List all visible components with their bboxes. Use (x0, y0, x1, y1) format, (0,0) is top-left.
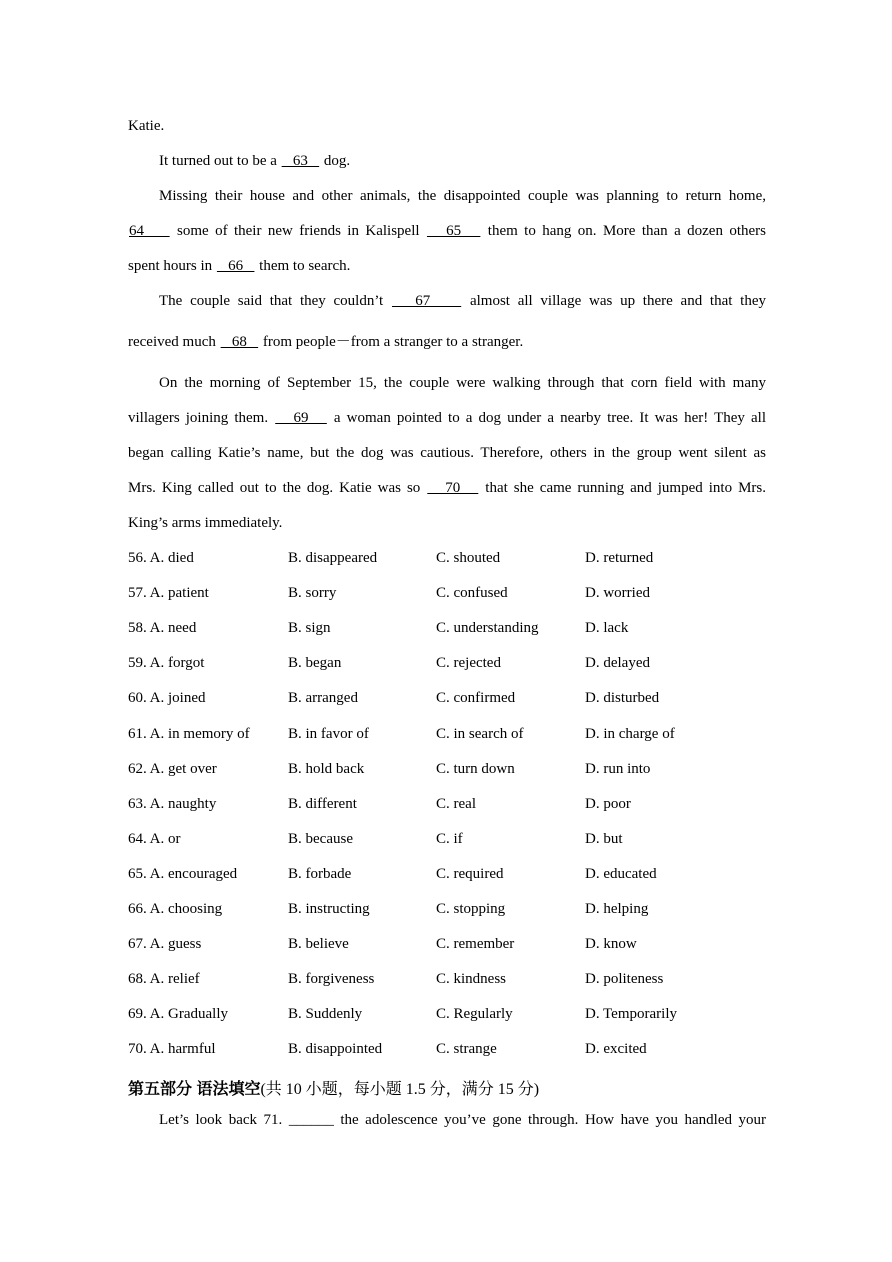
blank-70: 70 (427, 480, 479, 496)
option-row (128, 794, 768, 814)
option-item: C. real (436, 795, 476, 812)
option-item: B. Suddenly (288, 1006, 363, 1023)
passage-text: that she came running and jumped into Mrs. (479, 480, 766, 496)
blank-65: 65 (426, 223, 481, 239)
option-item: D. in charge of (585, 725, 675, 742)
option-item: D. delayed (585, 655, 650, 672)
option-item: C. understanding (436, 620, 539, 637)
option-item: D. politeness (585, 971, 664, 988)
passage-text: them to hang on. More than a dozen others (481, 223, 767, 239)
option-row (128, 583, 768, 603)
option-item: C. rejected (436, 655, 501, 672)
option-row (128, 1004, 768, 1024)
passage-line: Let’s look back 71. ______ the adolescence you’ve gone through. How have you handled your (159, 1112, 766, 1128)
option-item: D. returned (585, 550, 654, 566)
option-item: D. lack (585, 620, 629, 637)
passage-text: villagers joining them. (128, 410, 275, 426)
option-row (128, 934, 768, 954)
option-item: 65. A. encouraged (128, 865, 238, 882)
option-item: C. kindness (436, 971, 507, 988)
option-item: 68. A. relief (128, 971, 200, 988)
passage-text: Mrs. King called out to the dog. Katie was so (128, 480, 427, 496)
passage-line (128, 332, 766, 352)
option-row (128, 899, 768, 919)
option-row (128, 688, 768, 708)
option-item: C. confirmed (436, 690, 516, 707)
option-item: C. if (436, 830, 463, 847)
passage-line: began calling Katie’s name, but the dog was cautious. Therefore, others in the group went silent as (128, 445, 766, 461)
option-item: B. believe (288, 936, 349, 953)
passage-text: some of their new friends in Kalispell (170, 223, 426, 239)
option-item: C. confused (436, 585, 508, 602)
option-row (128, 759, 768, 779)
blank-69: 69 (275, 410, 327, 426)
option-row (128, 829, 768, 849)
option-item: C. Regularly (436, 1006, 513, 1023)
passage-line (128, 408, 766, 428)
passage-line: King’s arms immediately. (128, 515, 283, 531)
passage-text: almost all village was up there and that they (462, 293, 766, 309)
option-row (128, 1039, 768, 1059)
option-item: B. instructing (288, 901, 370, 917)
option-item: 70. A. harmful (128, 1041, 216, 1058)
option-item: B. in favor of (288, 725, 369, 742)
option-item: 63. A. naughty (128, 795, 217, 812)
passage-text: It turned out to be a (159, 153, 281, 169)
option-item: B. disappeared (288, 550, 378, 566)
option-item: 69. A. Gradually (128, 1006, 228, 1023)
option-row (128, 653, 768, 673)
option-item: B. because (288, 830, 353, 847)
option-item: D. excited (585, 1041, 647, 1058)
section-title: 第五部分 语法填空 (128, 1081, 261, 1098)
blank-63: 63 (281, 153, 320, 169)
passage-line (128, 221, 766, 241)
option-row (128, 618, 768, 638)
option-item: B. hold back (288, 760, 365, 777)
passage-text: from people－from a stranger to a stranger. (259, 334, 524, 350)
option-item: D. but (585, 830, 623, 847)
passage-line (128, 478, 766, 498)
option-item: C. in search of (436, 725, 524, 742)
passage-line (128, 256, 766, 276)
option-item: D. know (585, 936, 637, 953)
option-row (128, 864, 768, 884)
passage-text: dog. (320, 153, 351, 169)
blank-66: 66 (216, 258, 255, 274)
option-item: D. run into (585, 760, 651, 777)
passage-text: them to search. (255, 258, 351, 274)
option-item: 58. A. need (128, 620, 197, 637)
option-item: D. disturbed (585, 690, 660, 707)
option-item: 67. A. guess (128, 936, 202, 953)
option-item: D. educated (585, 865, 657, 882)
option-item: 62. A. get over (128, 760, 217, 777)
option-item: B. forgiveness (288, 971, 375, 988)
option-item: D. worried (585, 585, 650, 602)
option-item: C. shouted (436, 550, 501, 566)
blank-64: 64 (129, 223, 170, 239)
option-row (128, 548, 768, 568)
option-item: B. sorry (288, 585, 337, 602)
option-item: C. required (436, 865, 504, 882)
passage-text: The couple said that they couldn’t (159, 293, 391, 309)
option-item: B. sign (288, 620, 331, 637)
option-item: B. disappointed (288, 1041, 383, 1058)
option-item: 57. A. patient (128, 585, 209, 602)
passage-line (159, 151, 766, 171)
option-item: C. stopping (436, 901, 506, 917)
blank-68: 68 (220, 334, 259, 350)
option-item: 56. A. died (128, 550, 194, 566)
passage-text: a woman pointed to a dog under a nearby tree. It was her! They all (327, 410, 766, 426)
option-item: 59. A. forgot (128, 655, 205, 672)
option-item: C. strange (436, 1041, 497, 1058)
option-item: D. Temporarily (585, 1006, 677, 1023)
option-item: D. helping (585, 901, 649, 917)
passage-line: Missing their house and other animals, the disappointed couple was planning to return home, (159, 188, 766, 204)
option-item: B. forbade (288, 865, 352, 882)
passage-line (159, 291, 766, 311)
passage-line: On the morning of September 15, the couple were walking through that corn field with many (159, 375, 766, 391)
option-item: D. poor (585, 795, 631, 812)
option-item: 66. A. choosing (128, 901, 223, 917)
option-row (128, 969, 768, 989)
option-item: C. remember (436, 936, 515, 953)
passage-text: received much (128, 334, 220, 350)
option-item: 64. A. or (128, 830, 181, 847)
section-scoring: (共 10 小题，每小题 1.5 分，满分 15 分) (260, 1081, 540, 1098)
option-item: 61. A. in memory of (128, 725, 250, 742)
option-item: B. different (288, 795, 357, 812)
blank-67: 67 (391, 293, 462, 309)
option-item: 60. A. joined (128, 690, 206, 707)
section-heading (128, 1076, 539, 1099)
option-row (128, 724, 768, 744)
option-item: B. arranged (288, 690, 358, 707)
passage-text: spent hours in (128, 258, 216, 274)
option-item: C. turn down (436, 760, 515, 777)
option-item: B. began (288, 655, 342, 672)
passage-line: Katie. (128, 118, 165, 134)
